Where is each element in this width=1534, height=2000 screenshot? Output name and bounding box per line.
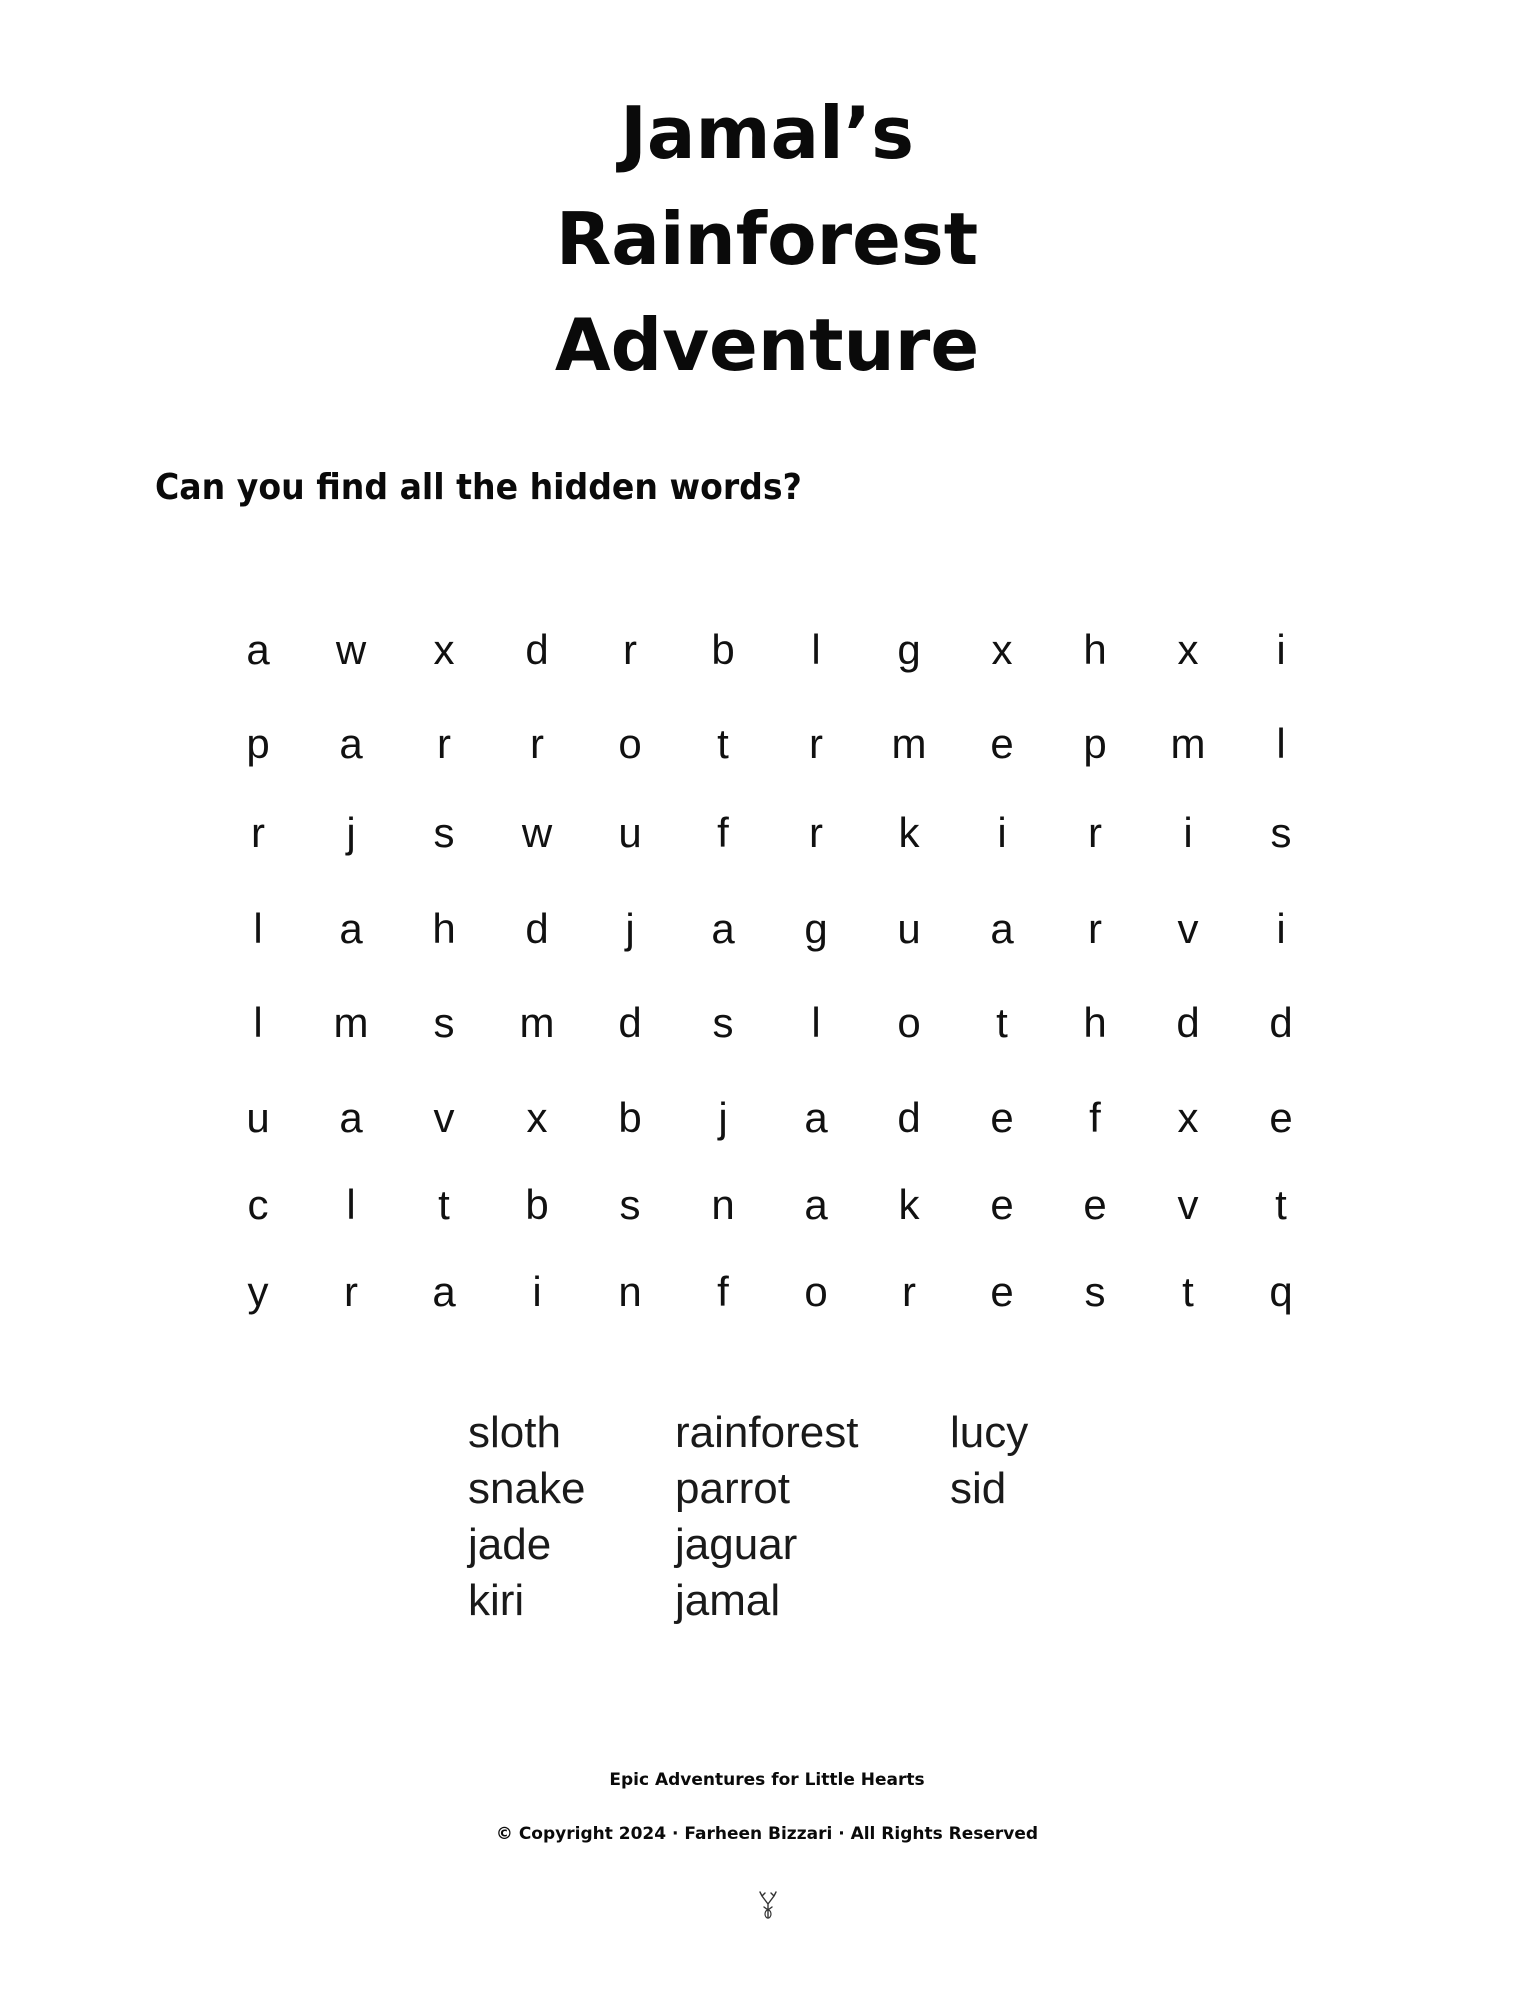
grid-letter: a xyxy=(711,905,735,952)
grid-letter: s xyxy=(433,809,455,856)
grid-letter: u xyxy=(246,1094,270,1141)
grid-letter: r xyxy=(251,809,265,856)
grid-letter: d xyxy=(1176,999,1200,1046)
word-list-column-2 xyxy=(675,1405,858,1629)
grid-letter: e xyxy=(1269,1094,1293,1141)
grid-letter: r xyxy=(344,1268,358,1315)
grid-letter: l xyxy=(811,626,821,673)
word-list-column-1 xyxy=(468,1405,585,1629)
grid-letter: a xyxy=(339,905,363,952)
hidden-word: sid xyxy=(950,1464,1007,1513)
grid-letter: a xyxy=(990,905,1014,952)
grid-letter: y xyxy=(247,1268,269,1315)
grid-letter: r xyxy=(1088,905,1102,952)
grid-letter: x xyxy=(991,626,1013,673)
grid-letter: m xyxy=(333,999,369,1046)
grid-letter: r xyxy=(809,720,823,767)
grid-letter: f xyxy=(1089,1094,1101,1141)
antler-logo-icon xyxy=(757,1890,779,1920)
grid-letter: b xyxy=(618,1094,642,1141)
grid-letter: d xyxy=(618,999,642,1046)
grid-letter: r xyxy=(1088,809,1102,856)
grid-letter: f xyxy=(717,809,729,856)
grid-letter: i xyxy=(1183,809,1193,856)
grid-letter: a xyxy=(432,1268,456,1315)
grid-letter: e xyxy=(990,720,1014,767)
grid-letter: r xyxy=(902,1268,916,1315)
instruction-prompt: Can you find all the hidden words? xyxy=(155,467,802,508)
grid-letter: t xyxy=(996,999,1008,1046)
grid-letter: s xyxy=(433,999,455,1046)
grid-letter: n xyxy=(711,1181,735,1228)
grid-letter: e xyxy=(990,1268,1014,1315)
grid-letter: l xyxy=(253,905,263,952)
grid-letter: e xyxy=(990,1181,1014,1228)
grid-letter: h xyxy=(1083,626,1107,673)
grid-letter: l xyxy=(253,999,263,1046)
grid-letter: j xyxy=(346,809,356,856)
grid-letter: r xyxy=(437,720,451,767)
grid-letter: t xyxy=(717,720,729,767)
grid-letter: n xyxy=(618,1268,642,1315)
hidden-word: parrot xyxy=(675,1464,790,1513)
grid-letter: a xyxy=(339,1094,363,1141)
grid-letter: g xyxy=(804,905,828,952)
grid-letter: o xyxy=(804,1268,828,1315)
grid-letter: t xyxy=(1182,1268,1194,1315)
grid-letter: d xyxy=(1269,999,1293,1046)
grid-letter: j xyxy=(718,1094,728,1141)
grid-letter: v xyxy=(1177,905,1199,952)
grid-letter: m xyxy=(519,999,555,1046)
hidden-word: snake xyxy=(468,1464,586,1513)
hidden-word: rainforest xyxy=(675,1408,859,1457)
grid-letter: g xyxy=(897,626,921,673)
grid-letter: k xyxy=(898,1181,920,1228)
hidden-word: kiri xyxy=(468,1576,525,1625)
grid-letter: k xyxy=(898,809,920,856)
grid-letter: m xyxy=(891,720,927,767)
grid-letter: p xyxy=(1083,720,1107,767)
grid-letter: x xyxy=(433,626,455,673)
grid-letter: u xyxy=(618,809,642,856)
series-name: Epic Adventures for Little Hearts xyxy=(609,1770,925,1790)
grid-letter: a xyxy=(246,626,270,673)
grid-letter: v xyxy=(433,1094,455,1141)
grid-letter: x xyxy=(1177,626,1199,673)
grid-letter: b xyxy=(525,1181,549,1228)
grid-letter: t xyxy=(438,1181,450,1228)
hidden-word: sloth xyxy=(468,1408,561,1457)
grid-letter: q xyxy=(1269,1268,1293,1315)
grid-letter: l xyxy=(811,999,821,1046)
grid-letter: o xyxy=(618,720,642,767)
grid-letter: r xyxy=(623,626,637,673)
copyright-notice: © Copyright 2024 · Farheen Bizzari · All Rights Reserved xyxy=(495,1824,1039,1844)
grid-letter: w xyxy=(335,626,367,673)
grid-letter: l xyxy=(346,1181,356,1228)
grid-letter: e xyxy=(990,1094,1014,1141)
title-line-2: Rainforest xyxy=(555,197,979,281)
title-line-3: Adventure xyxy=(554,303,980,387)
grid-letter: f xyxy=(717,1268,729,1315)
grid-letter: u xyxy=(897,905,921,952)
grid-letter: a xyxy=(804,1181,828,1228)
grid-letter: s xyxy=(712,999,734,1046)
grid-letter: d xyxy=(525,626,549,673)
grid-letter: r xyxy=(530,720,544,767)
grid-letter: l xyxy=(1276,720,1286,767)
grid-letter: a xyxy=(339,720,363,767)
grid-letter: r xyxy=(809,809,823,856)
grid-letter: w xyxy=(521,809,553,856)
grid-letter: i xyxy=(1276,626,1286,673)
grid-letter: e xyxy=(1083,1181,1107,1228)
grid-letter: x xyxy=(1177,1094,1199,1141)
hidden-word: jaguar xyxy=(675,1520,798,1569)
grid-letter: i xyxy=(532,1268,542,1315)
grid-letter: x xyxy=(526,1094,548,1141)
grid-letter: j xyxy=(625,905,635,952)
title-line-1: Jamal’s xyxy=(620,91,914,175)
grid-letter: s xyxy=(619,1181,641,1228)
grid-letter: v xyxy=(1177,1181,1199,1228)
hidden-word: lucy xyxy=(950,1408,1029,1457)
hidden-word: jamal xyxy=(675,1576,781,1625)
grid-letter: a xyxy=(804,1094,828,1141)
grid-letter: s xyxy=(1270,809,1292,856)
grid-letter: h xyxy=(1083,999,1107,1046)
word-list-column-3 xyxy=(950,1405,1028,1517)
grid-letter: i xyxy=(997,809,1007,856)
grid-letter: h xyxy=(432,905,456,952)
grid-letter: d xyxy=(525,905,549,952)
grid-letter: c xyxy=(247,1181,269,1228)
grid-letter: t xyxy=(1275,1181,1287,1228)
page-title xyxy=(0,80,1534,398)
grid-letter: i xyxy=(1276,905,1286,952)
grid-letter: b xyxy=(711,626,735,673)
grid-letter: o xyxy=(897,999,921,1046)
grid-letter: s xyxy=(1084,1268,1106,1315)
grid-letter: m xyxy=(1170,720,1206,767)
hidden-word: jade xyxy=(468,1520,552,1569)
grid-letter: d xyxy=(897,1094,921,1141)
grid-letter: p xyxy=(246,720,270,767)
